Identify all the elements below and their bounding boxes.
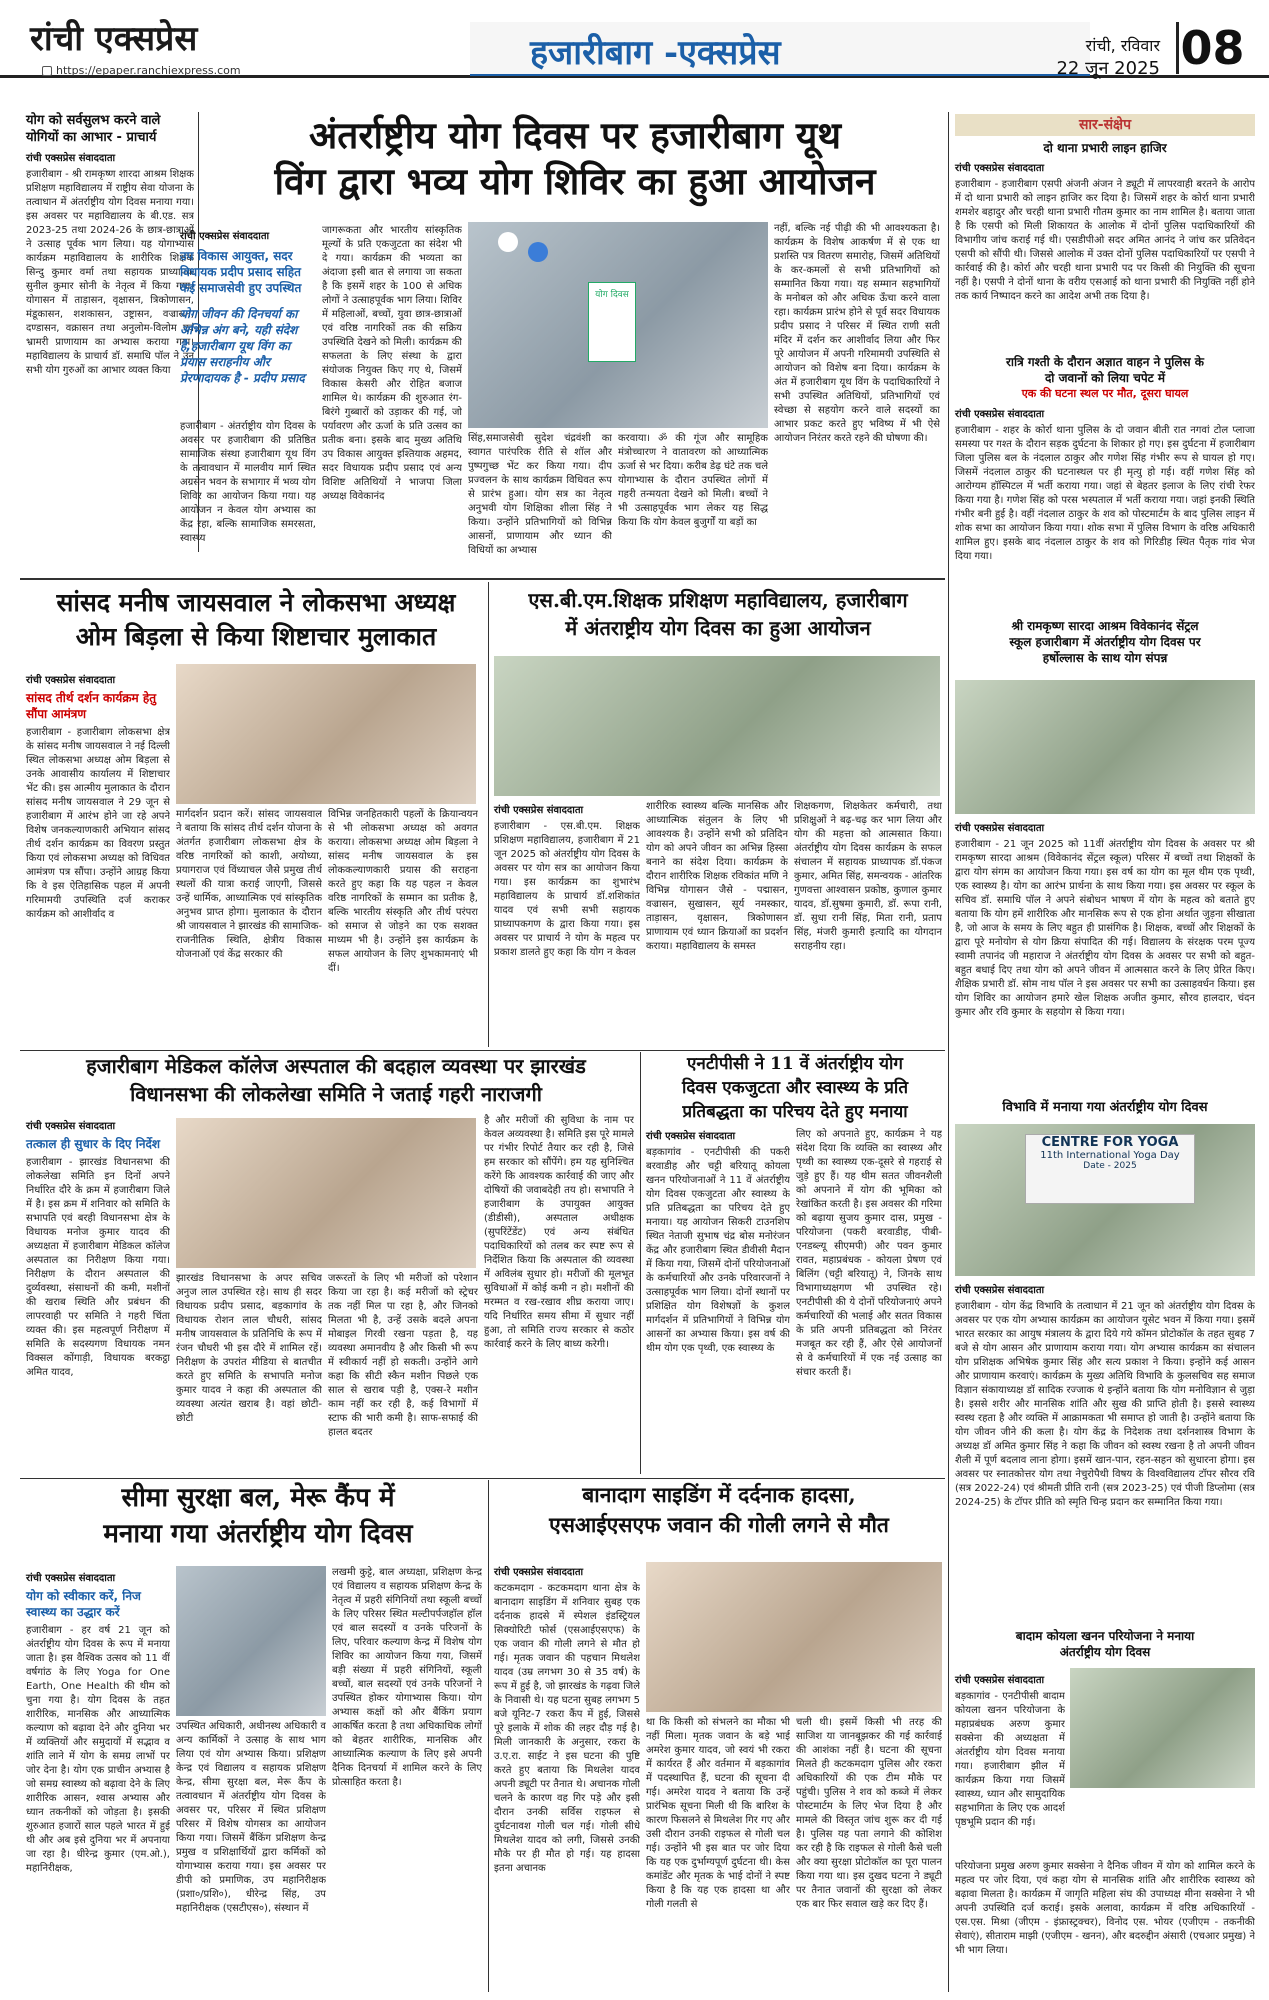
ntpc-body-2: लिए को अपनाते हुए, कार्यक्रम ने यह संदेश दिया कि व्यक्ति का स्वास्थ्य और पृथ्वी का स्वास्थ्य एक-दूसरे से गहराई से जुड़े हुए हैं। यह थीम सतत जीवनशैली को अपनाने में योग की भूमिका को रेखांकित करती है। इस अवसर की गरिमा को बढ़ाया सुजय कुमार दास, प्रमुख - परियोजना (पकरी बरवाडीह, पीबी-एनडब्ल्यू सीएमपी) और पवन कुमार रावत, महाप्रबंधक - कोयला प्रेषण एवं बिलिंग (चट्टी बरियातू) ने, जिनके साथ विभागाध्यक्षगण भी उपस्थित रहे। एनटीपीसी की ये दोनों परियोजनाएं अपने कर्मचारियों की भलाई और सतत विकास के प्रति अपनी प्रतिबद्धता को निरंतर मजबूत कर रही हैं, और ऐसे आयोजनों से वे कर्मचारियों में एक नई उत्साह का संचार करती हैं। [796, 1129, 942, 1378]
section-title: हजारीबाग -एक्सप्रेस [530, 33, 781, 73]
brief-body: हजारीबाग - शहर के कोर्रा थाना पुलिस के दो जवान बीती रात नगवां टोल प्लाजा समस्या पर गश्त के दौरान सड़क दुर्घटना के शिकार हो गए। इस दुर्घटना में हजारीबाग जिला पुलिस बल के नंदलाल ठाकुर और गणेश सिंह गंभीर रूप से घायल हो गए। जिसमें नंदलाल ठाकुर की घटनास्थल पर ही मृत्यु हो गई। वहीं गणेश सिंह को आरोग्यम हॉस्पिटल में भर्ती कराया गया। जहां से बेहतर इलाज के लिए रांची रेफर किया गया है। गणेश सिंह को परस भस्पताल में भर्ती कराया गया। जहां इनकी स्थिति गंभीर बनी हुई है। वहीं नंदलाल ठाकुर के शव को पोस्टमार्टम के बाद पुलिस लाइन में शोक सभा का आयोजन किया गया। शोक सभा में पुलिस विभाग के वरिष्ठ अधिकारी शामिल हुए। इसके बाद नंदलाल ठाकुर के शव को गिरिडीह स्थित पैतृक गांव भेज दिया गया। [955, 425, 1255, 562]
brief-headline: विभावि में मनाया गया अंतर्राष्ट्रीय योग दिवस [1002, 1100, 1208, 1115]
medical-inspection-photo [176, 1118, 476, 1268]
section-banner [470, 22, 1090, 76]
medical-body-3: जरूरतों के लिए भी मरीजों को परेशान किया जा रहा है। कई मरीजों को स्ट्रेचर तक नहीं मिल पा रहा है, और जिनको मिलता भी है, उन्हें उसके बदले अपना मोबाइल गिरवी रखना पड़ता है, यह व्यवस्था अमानवीय है और किसी भी रूप में स्वीकार्य नहीं हो सकती। उन्होंने आगे कहा कि सीटी स्कैन मशीन पिछले एक साल से खराब पड़ी है, एक्स-रे मशीन काम नहीं कर रही है, कई विभागों में स्टाफ की भारी कमी है। साफ-सफाई की हालत बदतर [328, 1273, 478, 1438]
crime-col1 [494, 1560, 640, 1992]
byline: रांची एक्सप्रेस संवाददाता [494, 1567, 584, 1578]
mp-article-head [26, 586, 486, 666]
dateline-date: 22 जून 2025 [1056, 58, 1160, 79]
school-yoga-photo [955, 680, 1255, 814]
byline: रांची एक्सप्रेस संवाददाता [955, 1675, 1045, 1686]
brief-article-3-head [955, 618, 1255, 678]
brief-body: बड़कागांव - एनटीपीसी बादाम कोयला खनन परियोजना के महाप्रबंधक अरुण कुमार सक्सेना की अध्यक्षता में अंतर्राष्ट्रीय योग दिवस मनाया गया। हजारीबाग झील में कार्यक्रम किया गया जिसमें स्वास्थ्य, ध्यान और सामुदायिक सहभागिता के लिए एक आदर्श पृष्ठभूमि प्रदान की गई। [955, 1691, 1065, 1828]
balloon-icon [498, 232, 518, 252]
byline: रांची एक्सप्रेस संवाददाता [646, 1131, 736, 1142]
brief-headline: दो थाना प्रभारी लाइन हाजिर [1043, 141, 1167, 155]
mp-body-1: हजारीबाग - हजारीबाग लोकसभा क्षेत्र के सांसद मनीष जायसवाल ने नई दिल्ली स्थित लोकसभा अध्यक्ष ओम बिड़ला से उनके आवासीय कार्यालय में शिष्टाचार भेंट की। इस आत्मीय मुलाकात के दौरान सांसद मनीष जायसवाल ने 29 जून से हजारीबाग में आरंभ होने जा रहे अपने विशेष जनकल्याणकारी अभियान सांसद तीर्थ दर्शन कार्यक्रम का विवरण प्रस्तुत किया एवं लोकसभा अध्यक्ष को विधिवत आमंत्रण पत्र सौंपा। उन्होंने आग्रह किया कि वे इस ऐतिहासिक पहल में अपनी गरिमामयी उपस्थिति दर्ज कराकर कार्यक्रम को आशीर्वाद व [26, 727, 170, 920]
principal-article [26, 112, 194, 552]
lead-subhead-1: उप विकास आयुक्त, सदर विधायक प्रदीप प्रसाद सहित कई समाजसेवी हुए उपस्थित [180, 249, 302, 295]
brief-body: हजारीबाग - योग केंद्र विभावि के तत्वाधान में 21 जून को अंतर्राष्ट्रीय योग दिवस के अवसर पर एक योग अभ्यास कार्यक्रम का आयोजन यूसेट भवन में किया गया। इसमें भारत सरकार का आयुष मंत्रालय के द्वारा दिये गये कॉमन प्रोटोकॉल के तहत सुबह 7 बजे से योग आसन और प्राणायाम कराया गया। योग अभ्यास कार्यक्रम का संचालन योग प्रशिक्षक अभिषेक कुमार सिंह और सत्य प्रकाश ने किया। इन्होंने कई आसन और प्राणायाम करवाएं। कार्यक्रम के मुख्य अतिथि विभावि के कुलसचिव सह समाज विज्ञान संकायाध्यक्ष डॉ सादिक रज्जाक थे इन्होंने बताया कि योग मनोविज्ञान से जुड़ा है। इससे शरीर और मानसिक शांति और सुख की प्राप्ति होती है। इससे स्वास्थ्य स्वस्थ रहता है और व्यक्ति में आक्रामकता भी समाप्त हो जाती है। उन्होंने बताया कि योग जीवन जीने की कला है। योग केंद्र के निदेशक तथा दर्शनशास्त्र विभाग के अध्यक्ष डॉ अमित कुमार सिंह ने कहा कि जीवन को स्वस्थ रखना है तो अपनी जीवन शैली में पूर्ण बदलाव लाना होगा। इसमें खान-पान, रहन-सहन को सुधारना होगा। इस अवसर पर स्नातकोत्तर योग तथा नेचुरोपैथी विषय के विश्वविद्यालय टॉपर सौरव रवि (सत्र 2022-24) एवं श्रीमती प्रीति रानी (सत्र 2023-25) एवं पीजी डिप्लोमा (सत्र 2024-25) के टॉपर प्रीति को स्मृति चिन्ह प्रदान कर सम्मानित किया गया। [955, 1301, 1255, 1508]
byline: रांची एक्सप्रेस संवाददाता [955, 1285, 1045, 1296]
banner-line3: Date - 2025 [1083, 1161, 1137, 1171]
crime-body-1: कटकमदाग - कटकमदाग थाना क्षेत्र के बानादाग साइडिंग में शनिवार सुबह एक दर्दनाक हादसे में स्पेशल इंडस्ट्रियल सिक्योरिटी फोर्स (एसआईएसएफ) के एक जवान की गोली लगने से मौत हो गई। मृतक जवान की पहचान मिथलेश यादव (उम्र लगभग 30 से 35 वर्ष) के रूप में हुई है, जो झारखंड के गढ़वा जिले के निवासी थे। यह घटना सुबह लगभग 5 बजे यूनिट-7 रकरा कैंप में हुई, जिससे पूरे इलाके में शोक की लहर दौड़ गई है। मिली जानकारी के अनुसार, रकरा के उ.ए.रा. साईट ने इस घटना की पुष्टि करते हुए बताया कि मिथलेश यादव अपनी ड्यूटी पर तैनात थे। अचानक गोली चलने के कारण वह गिर पड़े और इसी दौरान उनकी सर्विस राइफल से दुर्घटनावश गोली चल गई। गोली सीधे मिथलेश यादव को लगी, जिससे उनकी मौके पर ही मौत हो गई। यह हादसा इतना अचानक [494, 1583, 640, 1874]
divider [20, 1478, 945, 1479]
banner-line2: 11th International Yoga Day [1040, 1150, 1180, 1161]
yoga-centre-banner [1025, 1134, 1195, 1204]
lead-body-2: जागरूकता और भारतीय सांस्कृतिक मूल्यों के प्रति एकजुटता का संदेश भी दे गया। कार्यक्रम की भव्यता का अंदाजा इसी बात से लगाया जा सकता है कि इसमें शहर के 100 से अधिक लोगों ने उत्साहपूर्वक भाग लिया। शिविर में महिलाओं, बच्चों, युवा छात्र-छात्राओं एवं वरिष्ठ नागरिकों तक की सक्रिय उपस्थिति देखने को मिली। कार्यक्रम की सफलता के लिए संस्था के द्वारा संयोजक नियुक्त किए गए थे, जिसमें विकास केसरी और रोहित बजाज शामिल थे। कार्यक्रम की शुरुआत रंग-बिरंगे गुब्बारों को उड़ाकर की गई, जो पर्यावरण और ऊर्जा के प्रति उत्सव का प्रतीक बना। इसके बाद मुख्य अतिथि उप विकास आयुक्त इश्तियाक अहमद, सदर विधायक प्रदीप प्रसाद एवं अन्य विशिष्ट अतिथियों ने भाजपा जिला अध्यक्ष विवेकानंद [322, 225, 462, 502]
byline: रांची एक्सप्रेस संवाददाता [26, 675, 116, 686]
brief-body: हजारीबाग - हजारीबाग एसपी अंजनी अंजन ने ड्यूटी में लापरवाही बरतने के आरोप में दो थाना प्रभारी को लाइन हाजिर कर दिया है। जिसमें शहर के कोर्रा थाना प्रभारी शमशेर बहादुर और चरही थाना प्रभारी गौतम कुमार का नाम शामिल है। बताया जाता है कि एसपी को मिली शिकायत के आलोक में दोनों पुलिस पदाधिकारियों की विभागीय जांच कराई गई थी। एसडीपीओ सदर अमित आनंद ने जांच कर प्रतिवेदन एसपी को सौंपी थी। जिससे आलोक में उक्त दोनों पुलिस पदाधिकारियों पर एसपी ने कार्रवाई की है। कोर्रा और चरही थाना प्रभारी पद पर किसी की नियुक्ति की सूचना नहीं है। एसपी ने दोनों थाना के वरीय एसआई को थाना प्रभारी की नियुक्ति नहीं होने तक कार्य निष्पादन करने का आदेश अभी तक दिया है। [955, 179, 1255, 302]
event-banner: योग दिवस [588, 282, 636, 362]
lead-subhead-2: योग जीवन की दिनचर्या का अभिन्न अंग बने, यही संदेश है,हजारीबाग यूथ विंग का प्रयास सराहनीय और प्रेरणादायक है - प्रदीप प्रसाद [180, 307, 305, 385]
medical-body-4: है और मरीजों की सुविधा के नाम पर केवल अव्यवस्था है। समिति इस पूरे मामले पर गंभीर रिपोर्ट तैयार कर रही है, जिसे हम सरकार को सौंपेंगे। हम यह सुनिश्चित करेंगे कि आवश्यक कार्रवाई की जाए और दोषियों की जवाबदेही तय हो। सभापति ने हजारीबाग के उपायुक्त आयुक्त (डीडीसी), अस्पताल अधीक्षक (सुपरिंटेंडेंट) एवं अन्य संबंधित पदाधिकारियों को तलब कर स्पष्ट रूप से निर्देशित किया कि अस्पताल की व्यवस्था में अविलंब सुधार हो। मरीजों की मूलभूत सुविधाओं में कोई कमी न हो। मशीनों की मरम्मत व रख-रखाव शीघ्र कराया जाए। यदि निर्धारित समय सीमा में सुधार नहीं हुआ, तो समिति राज्य सरकार से कठोर कार्रवाई करने के लिए बाध्य करेगी। [484, 1115, 634, 1350]
byline: रांची एक्सप्रेस संवाददाता [494, 805, 584, 816]
medical-headline-line1: हजारीबाग मेडिकल कॉलेज अस्पताल की बदहाल व्यवस्था पर झारखंड [86, 1054, 586, 1078]
crime-headline-line1: बानादाग साइडिंग में दर्दनाक हादसा, [582, 1482, 856, 1507]
divider [20, 578, 945, 580]
mp-body-3: विभिन्न जनहितकारी पहलों के क्रियान्वयन से भी लोकसभा अध्यक्ष को अवगत कराया। लोकसभा अध्यक्ष ओम बिड़ला ने सांसद मनीष जायसवाल के इस लोककल्याणकारी प्रयास की सराहना करते हुए कहा कि यह पहल न केवल वरिष्ठ नागरिकों के सम्मान का प्रतीक है, बल्कि भारतीय संस्कृति और तीर्थ परंपरा को समाज से जोड़ने का एक सशक्त माध्यम भी है। उन्होंने इस कार्यक्रम के सफल आयोजन के लिए शुभकामनाएं भी दीं। [328, 809, 478, 974]
medical-col1 [26, 1114, 170, 1474]
badam-yoga-photo [1070, 1668, 1255, 1788]
lead-headline-line1: अंतर्राष्ट्रीय योग दिवस पर हजारीबाग यूथ [308, 113, 841, 157]
ssb-headline-line1: सीमा सुरक्षा बल, मेरू कैंप में [121, 1483, 395, 1513]
epaper-url[interactable]: https://epaper.ranchiexpress.com [42, 64, 241, 77]
ssb-article-head [26, 1480, 490, 1564]
byline: रांची एक्सप्रेस संवाददाता [180, 231, 270, 242]
brief-article-2 [955, 354, 1255, 616]
article-headline: योग को सर्वसुलभ करने वाले योगियों का आभार - प्राचार्य [26, 113, 161, 145]
brief-headline-line2: दो जवानों को लिया चपेट में [1044, 371, 1166, 385]
medical-body-1: हजारीबाग - झारखंड विधानसभा की लोकलेखा समिति इन दिनों अपने निर्धारित दौरे के क्रम में हजारीबाग जिले में है। इस क्रम में शनिवार को समिति के सभापति एवं बरही विधानसभा क्षेत्र के विधायक मनोज कुमार यादव की अध्यक्षता में हजारीबाग मेडिकल कॉलेज अस्पताल का निरीक्षण किया गया। निरीक्षण के दौरान अस्पताल की दुर्व्यवस्था, संसाधनों की कमी, मशीनों की खराब स्थिति और प्रबंधन की लापरवाही पर समिति ने गहरी चिंता व्यक्त की। इस महत्वपूर्ण निरीक्षण में समिति के सदस्यगण विधायक नमन विक्सल कोंगाड़ी, विधायक बरकट्ठा अमित यादव, [26, 1157, 170, 1378]
ssb-col1 [26, 1566, 170, 1992]
brief-headline-line1: रात्रि गश्ती के दौरान अज्ञात वाहन ने पुलिस के [1005, 355, 1204, 369]
ntpc-headline-line2: दिवस एकजुटता और स्वास्थ्य के प्रति [681, 1078, 909, 1098]
ssb-headline-line2: मनाया गया अंतर्राष्ट्रीय योग दिवस [103, 1519, 413, 1549]
banner-line1: CENTRE FOR YOGA [1041, 1135, 1179, 1150]
crime-article-head [494, 1480, 944, 1560]
byline: रांची एक्सप्रेस संवाददाता [955, 823, 1045, 834]
sbm-body-2: शारीरिक स्वास्थ्य बल्कि मानसिक और आध्यात्मिक संतुलन के लिए भी आवश्यक है। उन्होंने सभी को प्रतिदिन योग को अपने जीवन का अभिन्न हिस्सा बनाने का संदेश दिया। कार्यक्रम के दौरान शारीरिक शिक्षक रविकांत मणि ने विभिन्न योगासन जैसे - पद्मासन, वज्रासन, सुखासन, सूर्य नमस्कार, ताड़ासन, वृक्षासन, त्रिकोणासन प्राणायाम एवं ध्यान क्रियाओं का प्रदर्शन कराया। महाविद्यालय के समस्त [646, 801, 788, 952]
sbm-body-3: शिक्षकगण, शिक्षकेतर कर्मचारी, तथा प्रशिक्षुओं ने बढ़-चढ़ कर भाग लिया और योग की महत्ता को आत्मसात किया। अंतर्राष्ट्रीय योग दिवस कार्यक्रम के सफल संचालन में सहायक प्राध्यापक डॉ.पंकज कुमार, अमित सिंह, समन्वयक - आंतरिक गुणवत्ता आश्वासन प्रकोष्ठ, कुणाल कुमार यादव, डॉ.सुषमा कुमारी, डॉ. रूपा रानी, डॉ. सुधा रानी सिंह, मिता रानी, प्रताप सिंह, मंजरी कुमारी इत्यादि का योगदान सराहनीय रहा। [794, 801, 942, 952]
crime-body-2: था कि किसी को संभलने का मौका भी नहीं मिला। मृतक जवान के बड़े भाई अमरेश कुमार यादव, जो स्वयं भी रकरा में कार्यरत हैं और वर्तमान में बड़कागांव में पदस्थापित हैं, घटना की सूचना दी गई। अमरेश यादव ने बताया कि उन्हें प्रारंभिक सूचना मिली थी कि बारिश के कारण फिसलने से मिथलेश गिर गए और उसी दौरान उनकी राइफल से गोली चल गई। उन्होंने भी इस बात पर जोर दिया कि यह एक दुर्भाग्यपूर्ण दुर्घटना थी। केस कमांडेंट और मृतक के भाई दोनों ने स्पष्ट किया है कि यह एक हादसा था और गोली गलती से [646, 1717, 790, 1910]
brief-article-5-head [955, 1628, 1255, 1668]
sidebar-label: सार-संक्षेप [955, 114, 1255, 136]
dateline-city: रांची, रविवार [1085, 36, 1160, 55]
globe-icon [42, 66, 52, 76]
ssb-body-1: हजारीबाग - हर वर्ष 21 जून को अंतर्राष्ट्रीय योग दिवस के रूप में मनाया जाता है। इस वैश्विक उत्सव को 11 वीं वर्षगांठ के लिए Yoga for One Earth, One Health की थीम को चुना गया है। योग दिवस के तहत शारीरिक, मानसिक और आध्यात्मिक कल्याण को बढ़ावा देने और दुनिया भर में व्यक्तियों और समुदायों में सद्भाव व शांति लाने में योग के समग्र लाभों पर जोर देना है। योग एक प्राचीन अभ्यास है जो समग्र स्वास्थ्य को बढ़ावा देने के लिए शारीरिक आसन, श्वास अभ्यास और ध्यान तकनीकों को जोड़ता है। इसकी शुरुआत हजारों साल पहले भारत में हुई थी और अब इसे दुनिया भर में अपनाया जा रहा है। धीरेन्द्र कुमार (एम.ओ.), महानिरीक्षक, [26, 1625, 170, 1874]
page-number: 08 [1176, 22, 1246, 74]
ssb-body-3: लखमी कुट्टे, बाल अध्यक्षा, प्रशिक्षण केन्द्र एवं विद्यालय व सहायक प्रशिक्षण केन्द्र के नेतृत्व में प्रहरी संगिनियों तथा स्कूली बच्चों के लिए परिसर स्थित मल्टीपर्पजहॉल हॉल एवं बाल सदस्यों व उनके परिजनों के लिए, परिवार कल्याण केन्द्र में विशेष योग शिविर का आयोजन किया गया, जिसमें बड़ी संख्या में प्रहरी संगिनियों, स्कूली बच्चों, बाल सदस्यों एवं उनके परिजनों ने उपस्थित होकर योगाभ्यास किया। योग अभ्यास कक्षों को और बैंकिंग प्रयाग आकर्षित करता है तथा अधिकाधिक लोगों को बेहतर शारीरिक, मानसिक और आध्यात्मिक कल्याण के लिए इसे अपनी दैनिक दिनचर्या में शामिल करने के लिए प्रोत्साहित करता है। [332, 1567, 482, 1788]
mp-col1 [26, 668, 170, 1048]
ntpc-col1 [646, 1124, 790, 1474]
column-rule [488, 582, 489, 1047]
sbm-article-head [492, 586, 944, 656]
lead-body-1: हजारीबाग - अंतर्राष्ट्रीय योग दिवस के अवसर पर हजारीबाग की प्रतिष्ठित सामाजिक संस्था हजारीबाग यूथ विंग के तत्वावधान में मालवीय मार्ग स्थित अग्रसेन भवन के सभागार में भव्य योग शिविर का आयोजन किया गया। यह आयोजन न केवल योग अभ्यास का केंद्र रहा, बल्कि सामाजिक समरसता, स्वास्थ्य [180, 421, 316, 544]
lead-body-4: करवाया। ॐ की गूंज और सामूहिक मंत्रोच्चारण ने वातावरण को आध्यात्मिक ऊर्जा से भर दिया। करीब डेढ़ घंटे तक चले योगाभ्यास के दौरान उपस्थित लोगों में गहरी तन्मयता देखने को मिली। बच्चों ने भी उत्साहपूर्वक भाग लेकर यह सिद्ध किया कि योग केवल बुजुर्गों या बड़ों का [618, 433, 768, 528]
crime-scene-photo [646, 1562, 942, 1712]
brief-subhead: एक की घटना स्थल पर मौत, दूसरा घायल [1021, 387, 1189, 400]
medical-headline-line2: विधानसभा की लोकलेखा समिति ने जताई गहरी नाराजगी [130, 1082, 542, 1106]
brief-headline-line1: बादाम कोयला खनन परियोजना ने मनाया [1015, 1629, 1195, 1643]
medical-body-2: झारखंड विधानसभा के अपर सचिव अनुज लाल उपस्थित रहे। साथ ही सदर विधायक प्रदीप प्रसाद, बड़कागांव के विधायक रोशन लाल चौधरी, सांसद मनीष जायसवाल के प्रतिनिधि के रूप में रंजन चौधरी भी इस दौरे में शामिल रहें। निरीक्षण के उपरांत मीडिया से बातचीत करते हुए समिति के सभापति मनोज कुमार यादव ने कहा की अस्पताल की व्यवस्था अत्यंत खराब है। वहां छोटी-छोटी [176, 1273, 322, 1424]
medical-article-head [26, 1052, 646, 1112]
mp-meeting-photo [176, 664, 476, 804]
brief-headline-line2: अंतर्राष्ट्रीय योग दिवस [1059, 1645, 1151, 1659]
byline: रांची एक्सप्रेस संवाददाता [955, 163, 1045, 174]
sbm-body-1: हजारीबाग - एस.बी.एम. शिक्षक प्रशिक्षण महाविद्यालय, हजारीबाग में 21 जून 2025 को अंतर्राष्ट्रीय योग दिवस के अवसर पर योग सत्र का आयोजन किया गया। इस कार्यक्रम का शुभारंभ महाविद्यालय के प्राचार्य डॉ.शशिकांत यादव एवं सभी सभी सहायक प्राध्यापकगण के द्वारा किया गया। इस अवसर पर प्राचार्य ने योग के महत्व पर प्रकाश डालते हुए कहा कि योग न केवल [494, 821, 640, 958]
byline: रांची एक्सप्रेस संवाददाता [26, 1573, 116, 1584]
mp-body-2: मार्गदर्शन प्रदान करें। सांसद जायसवाल ने बताया कि सांसद तीर्थ दर्शन योजना के अंतर्गत हजारीबाग लोकसभा क्षेत्र के वरिष्ठ नागरिकों को काशी, अयोध्या, प्रयागराज एवं विंध्याचल जैसे प्रमुख तीर्थ स्थलों की यात्रा कराई जाएगी, जिससे उन्हें धार्मिक, आध्यात्मिक एवं सांस्कृतिक अनुभव प्राप्त होगा। मुलाकात के दौरान श्री जायसवाल ने झारखंड की सामाजिक-राजनीतिक स्थिति, क्षेत्रीय विकास योजनाओं एवं केंद्र सरकार की [176, 809, 322, 960]
brief-article-5-col1 [955, 1668, 1065, 1858]
lead-headline-line2: विंग द्वारा भव्य योग शिविर का हुआ आयोजन [274, 159, 876, 203]
ntpc-headline-line3: प्रतिबद्धता का परिचय देते हुए मनाया [682, 1102, 908, 1122]
vbu-yoga-photo [955, 1124, 1255, 1276]
lead-photo [468, 222, 768, 428]
brief-article-1 [955, 140, 1255, 352]
sbm-yoga-photo [494, 656, 940, 796]
brief-body: हजारीबाग - 21 जून 2025 को 11वीं अंतर्राष्ट्रीय योग दिवस के अवसर पर श्री रामकृष्ण सारदा आश्रम (विवेकानंद सेंट्रल स्कूल) परिसर में बच्चों तथा शिक्षकों के द्वारा योग संगम का आयोजन किया गया। इस वर्ष का योग का मूल थीम एक पृथ्वी, एक स्वास्थ्य है। योग का आरंभ प्रार्थना के साथ किया गया। इस अवसर पर स्कूल के सचिव डॉ. समाधि पॉल ने अपने संबोधन भाषण में योग के महत्व को बताते हुए बताया कि योग हमें शारीरिक और मानसिक रूप से एक होना अर्थात जुड़ना सीखाता है, जो आज के समय के लिए बहुत ही प्रासंगिक है। शिक्षक, बच्चों और शिक्षकों के द्वारा पूरे मनोयोग से योग क्रिया संपादित की गई। विद्यालय के संरक्षक परम पूज्य स्वामी तपानंद जी महाराज ने अंतर्राष्ट्रीय योग दिवस के अवसर पर सभी को बहुत-बहुत बधाई दिए तथा योग को अपने जीवन में आत्मसात करने के लिए प्रेरित किए। शैक्षिक प्रभारी डॉ. सोम नाथ पॉल ने इस अवसर पर सभी का उत्साहवर्धन किया। इस योग शिविर का आयोजन हमारे खेल शिक्षक अजीत कुमार, सौरव हालदार, चंदन कुमार और रवि कुमार के सहयोग से किया गया। [955, 839, 1255, 1018]
article-body: हजारीबाग - श्री रामकृष्ण शारदा आश्रम शिक्षक प्रशिक्षण महाविद्यालय में राष्ट्रीय सेवा योजना के तत्वाधान में अंतर्राष्ट्रीय योग दिवस मनाया गया। इस अवसर पर महाविद्यालय के बी.एड. सत्र 2023-25 तथा 2024-26 के छात्र-छात्राओं ने उत्साह पूर्वक भाग लिया। यह योगाभ्यास कार्यक्रम महाविद्यालय के शारीरिक शिक्षक सिन्दु कुमार वर्मा तथा सहायक प्राध्यापक सुनील कुमार सोनी के नेतृत्व में किया गया। योगासन में ताड़ासन, वृक्षासन, त्रिकोणासन, मंडूकासन, शशकासन, उष्ट्रासन, वज्रासन, दण्डासन, वक्रासन तथा अनुलोम-विलोम एवं भ्रामरी प्राणायाम का अभ्यास कराया गया। महाविद्यालय के प्राचार्य डॉ. समाधि पॉल ने उन सभी योग गुरुओं का आभार व्यक्त किया [26, 169, 194, 376]
brief-article-4-head [955, 1100, 1255, 1120]
sbm-headline-line1: एस.बी.एम.शिक्षक प्रशिक्षण महाविद्यालय, हजारीबाग [528, 588, 908, 612]
ntpc-headline-line1: एनटीपीसी ने 11 वें अंतर्राष्ट्रीय योग [687, 1054, 903, 1074]
brief-headline-line3: हर्षोल्लास के साथ योग संपन्न [1042, 651, 1168, 665]
crime-headline-line2: एसआईएसएफ जवान की गोली लगने से मौत [549, 1512, 889, 1537]
brief-body: परियोजना प्रमुख अरुण कुमार सक्सेना ने दैनिक जीवन में योग को शामिल करने के महत्व पर जोर दिया, एवं कहा योग से मानसिक शांति और शारीरिक स्वास्थ्य को बढ़ावा मिलता है। कार्यक्रम में जागृति महिला संघ की उपाध्यक्ष मीना सक्सेना ने भी अपनी उपस्थिति दर्ज कराई। इसके अलावा, कार्यक्रम में वरिष्ठ अधिकारियों - एस.एस. मिश्रा (जीएम - इंफ्रास्ट्रक्चर), विनोद एस. भोयर (एजीएम - तकनीकी सेवाएं), सीताराम माझी (एजीएम - खनन), और बदरुद्दीन अंसारी (एचआर प्रमुख) ने भी भाग लिया। [955, 1861, 1255, 1956]
ntpc-body-1: बड़कागांव - एनटीपीसी की पकरी बरवाडीह और चट्टी बरियातू कोयला खनन परियोजनाओं ने 11 वें अंतर्राष्ट्रीय योग दिवस एकजुटता और स्वास्थ्य के प्रति प्रतिबद्धता का परिचय देते हुए मनाया। यह आयोजन सिकरी टाउनशिप स्थित नेताजी सुभाष चंद्र बोस मनोरंजन केंद्र और हजारीबाग स्थित डीवीसी मैदान में किया गया, जिसमें दोनों परियोजनाओं के कर्मचारियों और उनके परिवारजनों ने उत्साहपूर्वक भाग लिया। दोनों स्थानों पर प्रशिक्षित योग विशेषज्ञों के कुशल मार्गदर्शन में प्रतिभागियों ने विभिन्न योग आसनों का अभ्यास किया। इस वर्ष की थीम योग एक पृथ्वी, एक स्वास्थ्य के [646, 1147, 790, 1354]
mp-headline-line1: सांसद मनीष जायसवाल ने लोकसभा अध्यक्ष [56, 588, 456, 617]
lead-body-3: सिंह,समाजसेवी सुदेश चंद्रवंशी का स्वागत पारंपरिक रीति से शॉल और पुष्पगुच्छ भेंट कर किया गया। दीप प्रज्वलन के साथ कार्यक्रम विधिवत रूप से प्रारंभ हुआ। योग सत्र का नेतृत्व अनुभवी योग शिक्षिका शीला सिंह ने किया। उन्होंने प्रतिभागियों को विभिन्न आसनों, प्राणायाम और ध्यान की विधियों का अभ्यास [468, 433, 612, 556]
sbm-headline-line2: में अंतराष्ट्रीय योग दिवस का हुआ आयोजन [565, 616, 871, 640]
column-rule [948, 112, 949, 1992]
byline: रांची एक्सप्रेस संवाददाता [26, 1121, 116, 1132]
sbm-col1 [494, 798, 640, 1048]
brief-headline-line1: श्री रामकृष्ण सारदा आश्रम विवेकानंद सेंट्रल [1011, 619, 1199, 633]
ssb-yoga-photo [176, 1566, 326, 1716]
brief-article-3-body [955, 816, 1255, 1096]
divider [20, 1050, 945, 1051]
byline: रांची एक्सप्रेस संवाददाता [26, 153, 116, 164]
column-rule [488, 1480, 489, 1992]
brief-headline-line2: स्कूल हजारीबाग में अंतर्राष्ट्रीय योग दिवस पर [1009, 635, 1201, 649]
column-rule [640, 1052, 641, 1474]
balloon-icon [528, 242, 548, 262]
masthead [0, 0, 1269, 78]
mp-headline-line2: ओम बिड़ला से किया शिष्टाचार मुलाकात [75, 622, 437, 651]
byline: रांची एक्सप्रेस संवाददाता [955, 409, 1045, 420]
lead-body-5: नहीं, बल्कि नई पीढ़ी की भी आवश्यकता है। कार्यक्रम के विशेष आकर्षण में से एक था प्रशस्ति पत्र वितरण समारोह, जिसमें अतिथियों के कर-कमलों से सभी प्रतिभागियों को सम्मानित किया गया। यह सम्मान सहभागियों के मनोबल को और अधिक ऊँचा करने वाला रहा। कार्यक्रम प्रारंभ होने से पूर्व सदर विधायक प्रदीप प्रसाद ने परिसर में स्थित राणी सती मंदिर में दर्शन कर आशीर्वाद लिया और फिर पूरे आयोजन में अपनी गरिमामयी उपस्थिति से आयोजन को विशेष बना दिया। कार्यक्रम के अंत में हजारीबाग यूथ विंग के पदाधिकारियों ने सभी उपस्थित अतिथियों, प्रतिभागियों एवं स्वेच्छा से सहयोग करने वाले सदस्यों का आभार प्रकट करते हुए भविष्य में भी ऐसे आयोजन निरंतर करते रहने की घोषणा की। [774, 223, 940, 444]
mp-subhead: सांसद तीर्थ दर्शन कार्यक्रम हेतु सौंपा आमंत्रण [26, 691, 157, 721]
brief-article-4-body [955, 1278, 1255, 1624]
ssb-body-2: उपस्थित अधिकारी, अधीनस्थ अधिकारी व अन्य कार्मिकों ने उत्साह के साथ भाग लिया एवं योग अभ्यास किया। प्रशिक्षण केन्द्र एवं विद्यालय व सहायक प्रशिक्षण केन्द्र, सीमा सुरक्षा बल, मेरू कैंप के तत्वावधान में अंतर्राष्ट्रीय योग दिवस के अवसर पर, परिसर में स्थित प्रशिक्षण परिसर में विशेष योगसत्र का आयोजन किया गया। जिसमें बैंकिंग प्रशिक्षण केन्द्र प्रमुख व प्रशिक्षार्थियों द्वारा कर्मिकों को योगाभ्यास कराया गया। इस अवसर पर डीपी को प्रमाणिक, उप महानिरीक्षक (प्रशा०/प्रशि०), धीरेन्द्र सिंह, उप महानिरीक्षक (एसटीएस०), संस्थान में [176, 1721, 326, 1914]
ssb-subhead: योग को स्वीकार करें, निज स्वास्थ्य का उद्धार करें [26, 1589, 141, 1619]
medical-subhead: तत्काल ही सुधार के दिए निर्देश [26, 1137, 161, 1151]
crime-body-3: चली थी। इसमें किसी भी तरह की साजिश या जानबूझकर की गई कार्रवाई की आशंका नहीं है। घटना की सूचना मिलते ही कटकमदाग पुलिस और रकरा अधिकारियों की एक टीम मौके पर पहुंची। पुलिस ने शव को कब्जे में लेकर पोस्टमार्टम के लिए भेज दिया है और मामले की विस्तृत जांच शुरू कर दी गई है। पुलिस यह पता लगाने की कोशिश कर रही है कि राइफल से गोली कैसे चली और क्या सुरक्षा प्रोटोकॉल का पूरा पालन किया गया था। इस दुखद घटना ने ड्यूटी पर तैनात जवानों की सुरक्षा को लेकर एक बार फिर सवाल खड़े कर दिए हैं। [796, 1717, 942, 1910]
newspaper-logo: रांची एक्सप्रेस [30, 19, 198, 59]
